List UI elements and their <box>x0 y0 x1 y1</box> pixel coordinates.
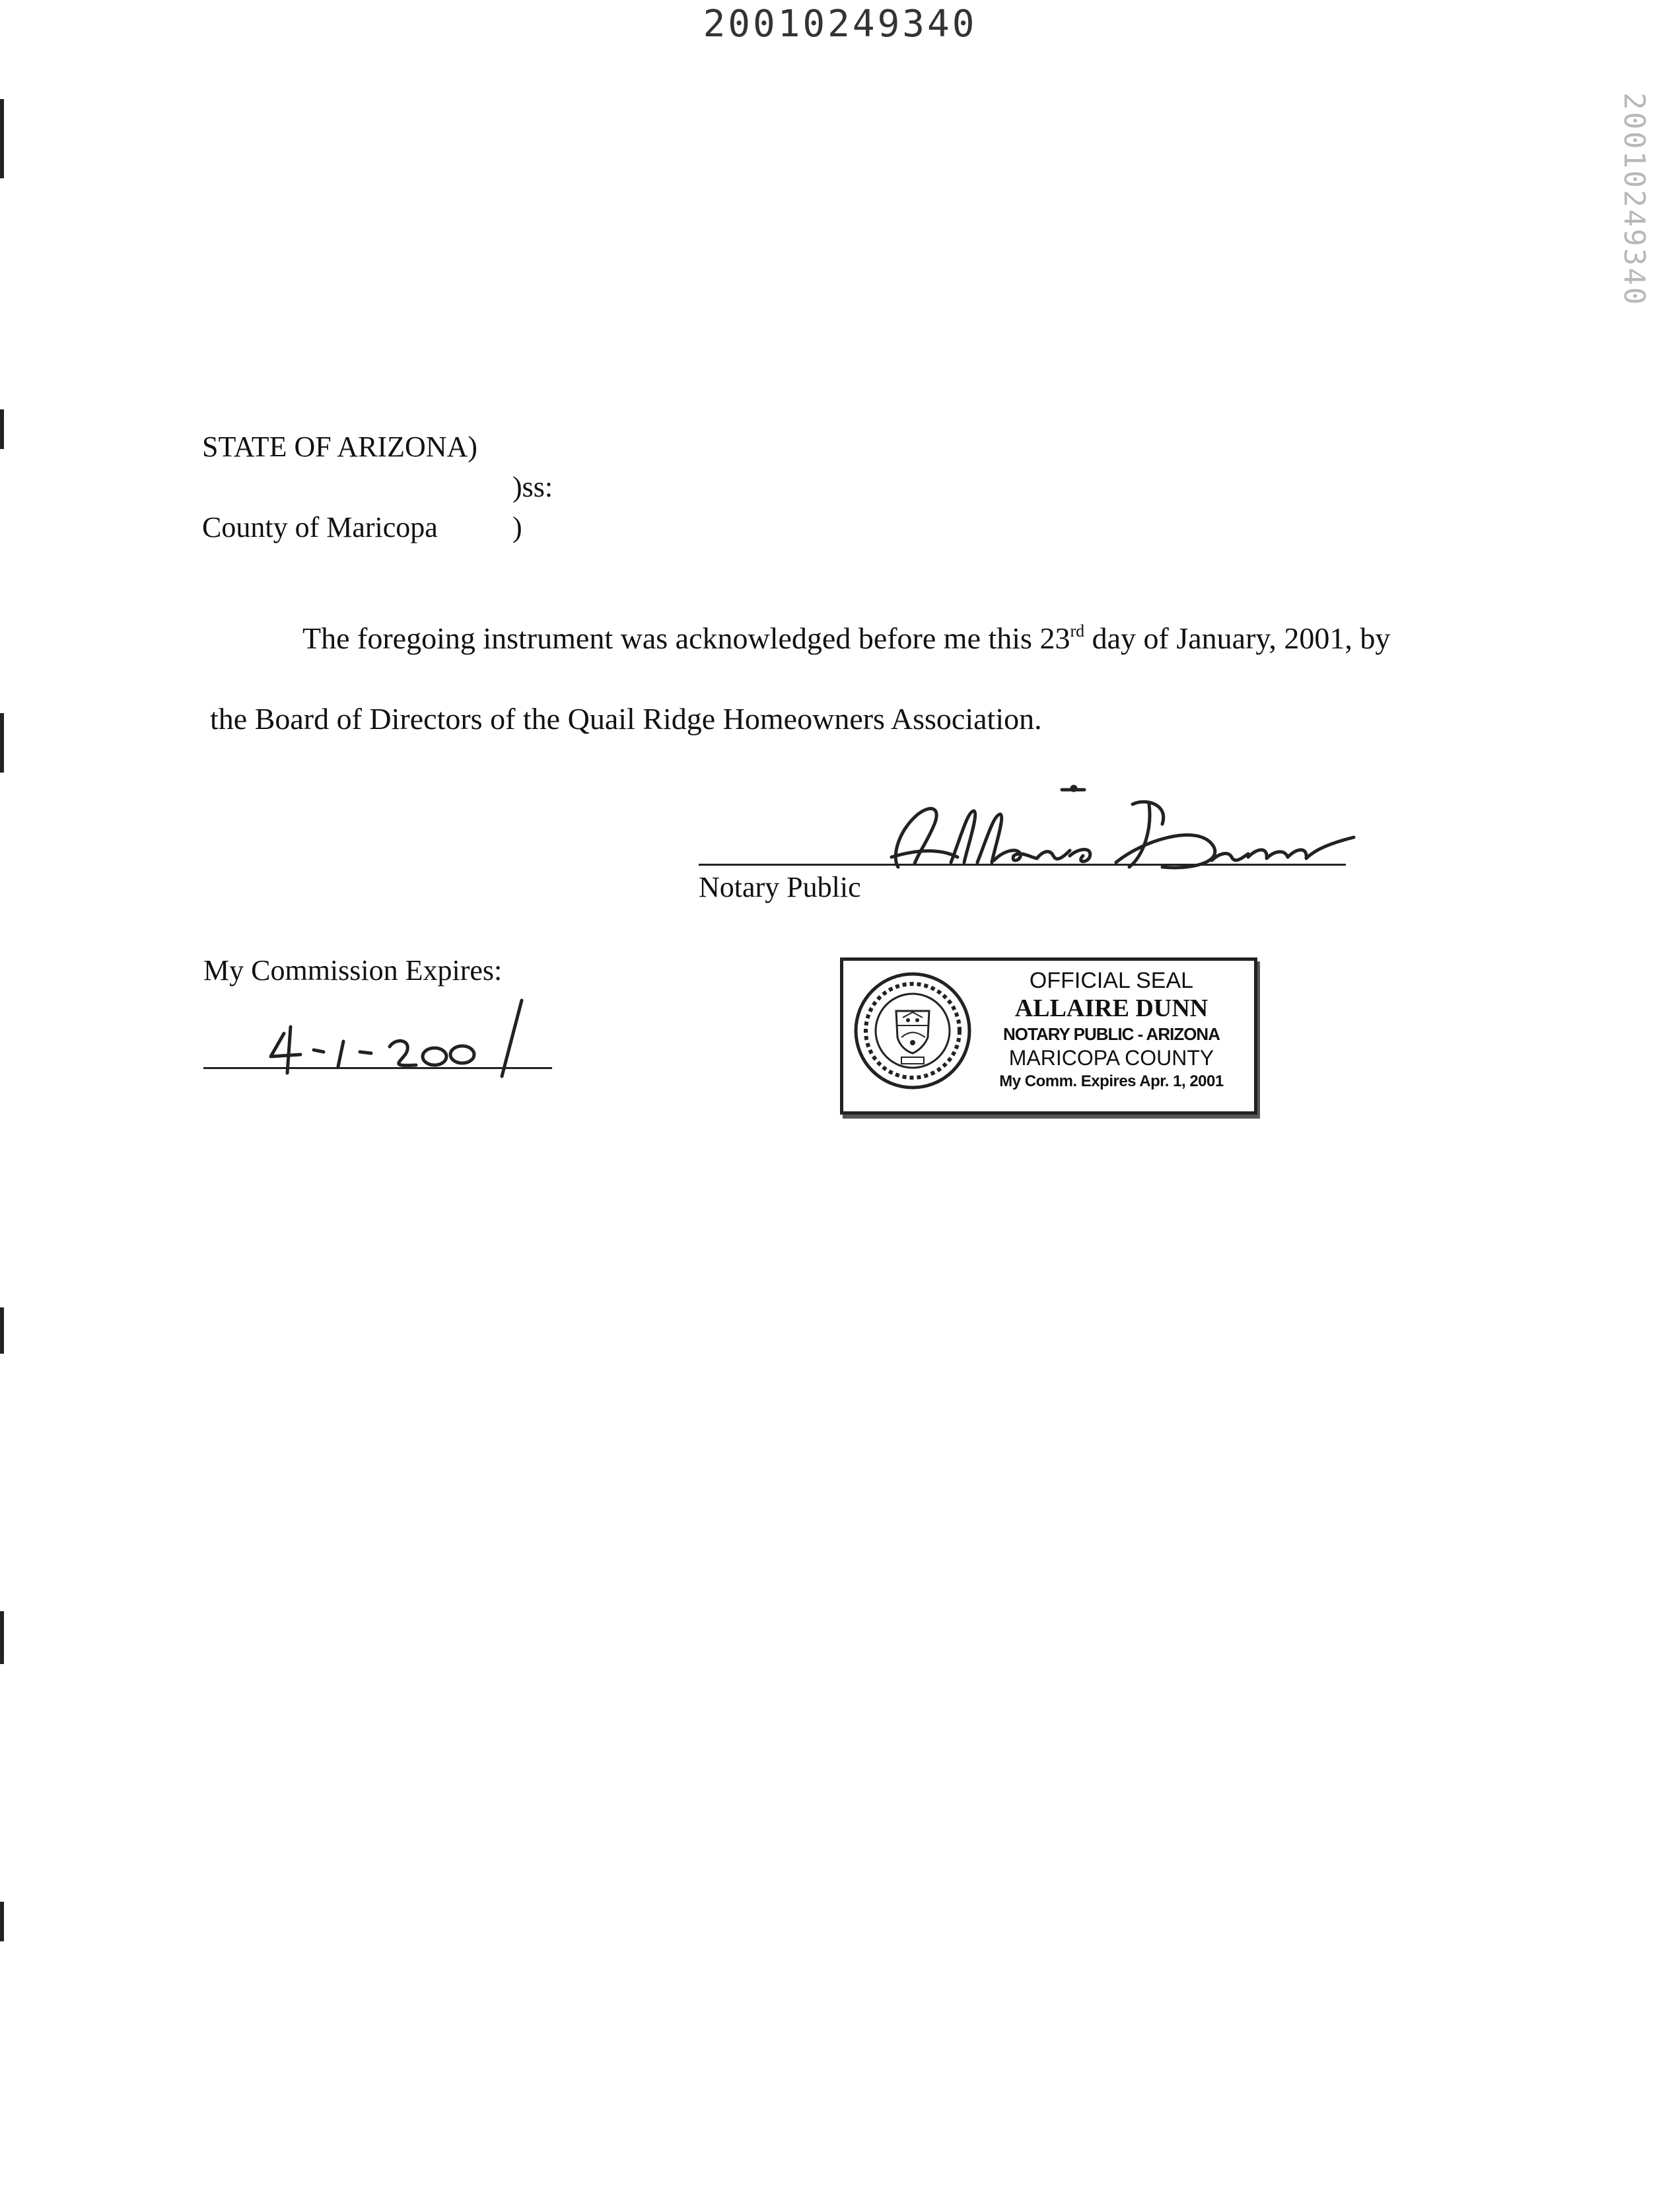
commission-expires-label: My Commission Expires: <box>203 954 503 987</box>
scan-edge-mark <box>0 1611 4 1664</box>
acknowledgment-line-1-tail: day of January, 2001, by <box>1084 621 1391 655</box>
acknowledgment-line-1 <box>302 621 1390 656</box>
commission-line <box>203 1067 552 1069</box>
scan-edge-mark <box>0 1902 4 1941</box>
seal-county: MARICOPA COUNTY <box>1008 1046 1214 1070</box>
side-stamp: 20010249340 <box>1617 92 1651 307</box>
venue-county: County of Maricopa <box>202 511 438 543</box>
scan-edge-mark <box>0 713 4 773</box>
seal-notary-title: NOTARY PUBLIC - ARIZONA <box>1003 1024 1220 1044</box>
seal-text <box>973 967 1250 1093</box>
notary-public-label: Notary Public <box>699 871 861 903</box>
official-seal-stamp <box>840 957 1257 1115</box>
scan-edge-mark <box>0 1307 4 1354</box>
venue-state: STATE OF ARIZONA) <box>202 431 477 463</box>
arizona-seal-icon <box>850 965 975 1099</box>
acknowledgment-line-2: the Board of Directors of the Quail Ridge Homeowners Association. <box>210 702 1042 736</box>
scan-edge-mark <box>0 99 4 178</box>
seal-heading: OFFICIAL SEAL <box>1029 968 1194 993</box>
recording-number: 20010249340 <box>703 3 977 46</box>
venue-county-paren: ) <box>512 511 522 543</box>
notary-signature <box>852 784 1393 884</box>
ordinal-suffix: rd <box>1070 621 1085 641</box>
seal-expiration: My Comm. Expires Apr. 1, 2001 <box>999 1072 1224 1090</box>
acknowledgment-line-1-text: The foregoing instrument was acknowledged before me this 23 <box>302 621 1070 655</box>
signature-line <box>699 864 1346 866</box>
scan-edge-mark <box>0 409 4 449</box>
seal-notary-name: ALLAIRE DUNN <box>1014 994 1208 1022</box>
venue-ss: )ss: <box>512 471 553 503</box>
